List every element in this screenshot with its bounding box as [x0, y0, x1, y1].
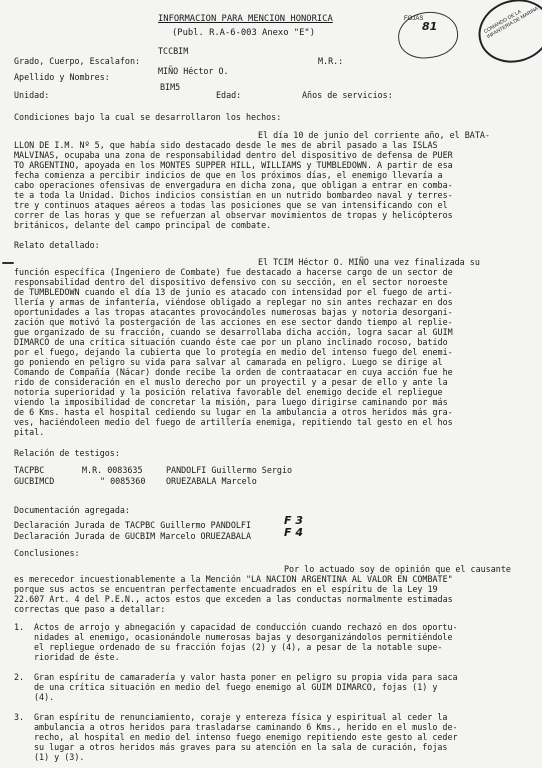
documentacion-heading: Documentación agregada:: [14, 505, 130, 515]
item-line: nidades al enemigo, ocasionándole numerosas bajas y desorganizándolos permitiéndole: [34, 632, 453, 642]
edad-label: Edad:: [216, 90, 242, 100]
grado-value: TCCBIM: [158, 46, 189, 56]
item-number: 2.: [14, 672, 25, 682]
conclusiones-line: Por lo actuado soy de opinión que el causante: [284, 564, 511, 574]
documentacion-item: Declaración Jurada de TACPBC Guillermo PANDOLFI: [14, 520, 251, 530]
condiciones-line: tre y continuos ataques aéreos a todas las posiciones que se van intensificando con el: [14, 200, 448, 210]
relato-line: zación que motivó la postergación de las acciones en ese sector dando tiempo al replie-: [14, 317, 453, 327]
condiciones-line: LLON DE I.M. Nº 5, que había sido destacado desde le mes de abril pasado a las ISLAS: [14, 140, 438, 150]
conclusiones-line: es merecedor incuestionablemente a la Mención "LA NACION ARGENTINA AL VALOR EN COMBATE": [14, 574, 453, 584]
item-line: el repliegue ordenado de su fracción fojas (2) y (4), a pesar de la notable supe-: [34, 642, 443, 652]
item-number: 3.: [14, 712, 25, 722]
item-line: rioridad de éste.: [34, 652, 120, 662]
item-line: de una crítica situación en medio del fuego enemigo al GUIM DIMARCO, fojas (1) y: [34, 682, 438, 692]
documentacion-fojas: F 3: [284, 514, 303, 527]
relato-line: go poniendo en peligro su vida para salvar al camarada en peligro. Luego se dirige al: [14, 357, 443, 367]
relato-line: viendo la imposibilidad de concretar la misión, para luego dirigirse caminando por más: [14, 397, 448, 407]
nombre-value: MIÑO Héctor O.: [158, 66, 229, 76]
official-seal-text: COMANDO DE LA INFANTERIA DE MARINA: [483, 5, 540, 41]
documentacion-item: Declaración Jurada de GUCBIM Marcelo ORUEZABALA: [14, 531, 251, 541]
testigo-nombre: ORUEZABALA Marcelo: [166, 476, 257, 486]
testigo-grado: GUCBIMCD: [14, 476, 55, 486]
condiciones-line: británicos, delante del campo principal de combate.: [14, 220, 272, 230]
testigo-mr: M.R. 0083635: [82, 465, 143, 475]
document-title: INFORMACION PARA MENCION HONORICA: [158, 14, 333, 24]
condiciones-line: El día 10 de junio del corriente año, el BATA-: [258, 130, 490, 140]
relato-line: de 6 Kms. hasta el hospital cediendo su lugar en la ambulancia a otros heridos más gra-: [14, 407, 453, 417]
condiciones-line: cabo operaciones ofensivas de envergadura en dicha zona, que obligan a entrar en comba-: [14, 180, 453, 190]
relato-line: Comando de Compañía (Nácar) donde recibe la orden de contraatacar en cuya acción fue he: [14, 367, 453, 377]
relato-line: El TCIM Héctor O. MIÑO una vez finalizada su: [258, 257, 480, 267]
relato-line: oportunidades a las tropas atacantes provocándoles numerosas bajas y notoria desorgani-: [14, 307, 453, 317]
conclusiones-line: 22.607 Art. 4 del P.E.N., actos estos que exceden a las conductas normalmente estimadas: [14, 594, 453, 604]
item-line: Gran espíritu de renunciamiento, coraje y entereza física y espiritual al ceder la: [34, 712, 448, 722]
testigo-mr: " 0085360: [100, 476, 146, 486]
item-line: (1) y (3).: [34, 752, 85, 762]
relato-line: de TUMBLEDOWN cuando el día 13 de junio es atacado con intensidad por el fuego de arti-: [14, 287, 453, 297]
conclusiones-line: correctas que paso a detallar:: [14, 604, 166, 614]
condiciones-line: MALVINAS, ocupaba una zona de responsabilidad dentro del dispositivo de defensa de PUER: [14, 150, 453, 160]
unidad-label: Unidad:: [14, 90, 50, 100]
conclusiones-line: porque sus actos se encuentran perfectamente encuadrados en el espíritu de la Ley 19: [14, 584, 438, 594]
item-line: ambulancia a otros heridos para trasladarse caminando 6 Kms., herido en el muslo de-: [34, 722, 458, 732]
relato-line: responsabilidad dentro del dispositivo defensivo con su sección, en el sector noroeste: [14, 277, 448, 287]
anios-label: Años de servicios:: [302, 90, 393, 100]
item-line: Gran espíritu de camaradería y valor hasta poner en peligro su propia vida para saca: [34, 672, 458, 682]
testigos-heading: Relación de testigos:: [14, 448, 120, 458]
relato-line: función específica (Ingeniero de Combate) fue destacado a hacerse cargo de un sector de: [14, 267, 453, 277]
item-line: su lugar a otros heridos más graves para su atención en la sala de curación, fojas: [34, 742, 448, 752]
margin-mark: [2, 262, 14, 264]
conclusiones-heading: Conclusiones:: [14, 548, 80, 558]
relato-line: pital.: [14, 427, 45, 437]
relato-line: por el fuego, dejando la cubierta que lo protegía en medio del intenso fuego del enemi-: [14, 347, 453, 357]
condiciones-line: TO ARGENTINO, apoyada en los MONTES SUPPER HILL, WILLIAMS y TUMBLEDOWN. A partir de esa: [14, 160, 453, 170]
testigo-nombre: PANDOLFI Guillermo Sergio: [166, 465, 293, 475]
documentacion-fojas: F 4: [284, 526, 303, 539]
document-subtitle: (Publ. R.A-6-003 Anexo "E"): [172, 28, 315, 38]
grado-label: Grado, Cuerpo, Escalafon:: [14, 56, 141, 66]
relato-line: ves, haciéndoleen medio del fuego de artillería enemiga, repitiendo tal gesto en el hos: [14, 417, 453, 427]
condiciones-line: correr de las horas y que se refuerzan al observar movimientos de tropas y helicópteros: [14, 210, 453, 220]
condiciones-line: fecha comienza a percibir indicios de que en los próximos días, el enemigo llevaría a: [14, 170, 443, 180]
folio-label: FOJAS: [404, 16, 424, 22]
item-line: recho, al hospital en medio del intenso fuego enemigo repitiendo este gesto al ceder: [34, 732, 458, 742]
relato-line: DIMARCO de una crítica situación cuando éste cae por un plano inclinado rocoso, batido: [14, 337, 448, 347]
unidad-value: BIM5: [160, 82, 181, 92]
mr-label: M.R.:: [318, 56, 344, 66]
item-line: (4).: [34, 692, 55, 702]
nombre-label: Apellido y Nombres:: [14, 72, 110, 82]
item-number: 1.: [14, 622, 25, 632]
relato-line: notoria superioridad y la posición relativa favorable del enemigo decide el repliegue: [14, 387, 443, 397]
relato-line: rido de consideración en el muslo derecho por un proyectil y a pesar de ello y ante la: [14, 377, 448, 387]
item-line: Actos de arrojo y abnegación y capacidad de conducción cuando rechazó en dos oportu-: [34, 622, 458, 632]
condiciones-line: te a toda la Unidad. Dichos indicios consistían en un nutrido bombardeo naval y terres-: [14, 190, 453, 200]
testigo-grado: TACPBC: [14, 465, 45, 475]
relato-heading: Relato detallado:: [14, 240, 100, 250]
relato-line: llería y armas de infantería, viéndose obligado a replegar no sin antes rechazar en dos: [14, 297, 453, 307]
condiciones-heading: Condiciones bajo la cual se desarrollaron los hechos:: [14, 112, 282, 122]
folio-number: 81: [422, 20, 438, 33]
relato-line: gue organizado de su fracción, cuando se desarrollaba dicha acción, logra sacar al GUIM: [14, 327, 453, 337]
